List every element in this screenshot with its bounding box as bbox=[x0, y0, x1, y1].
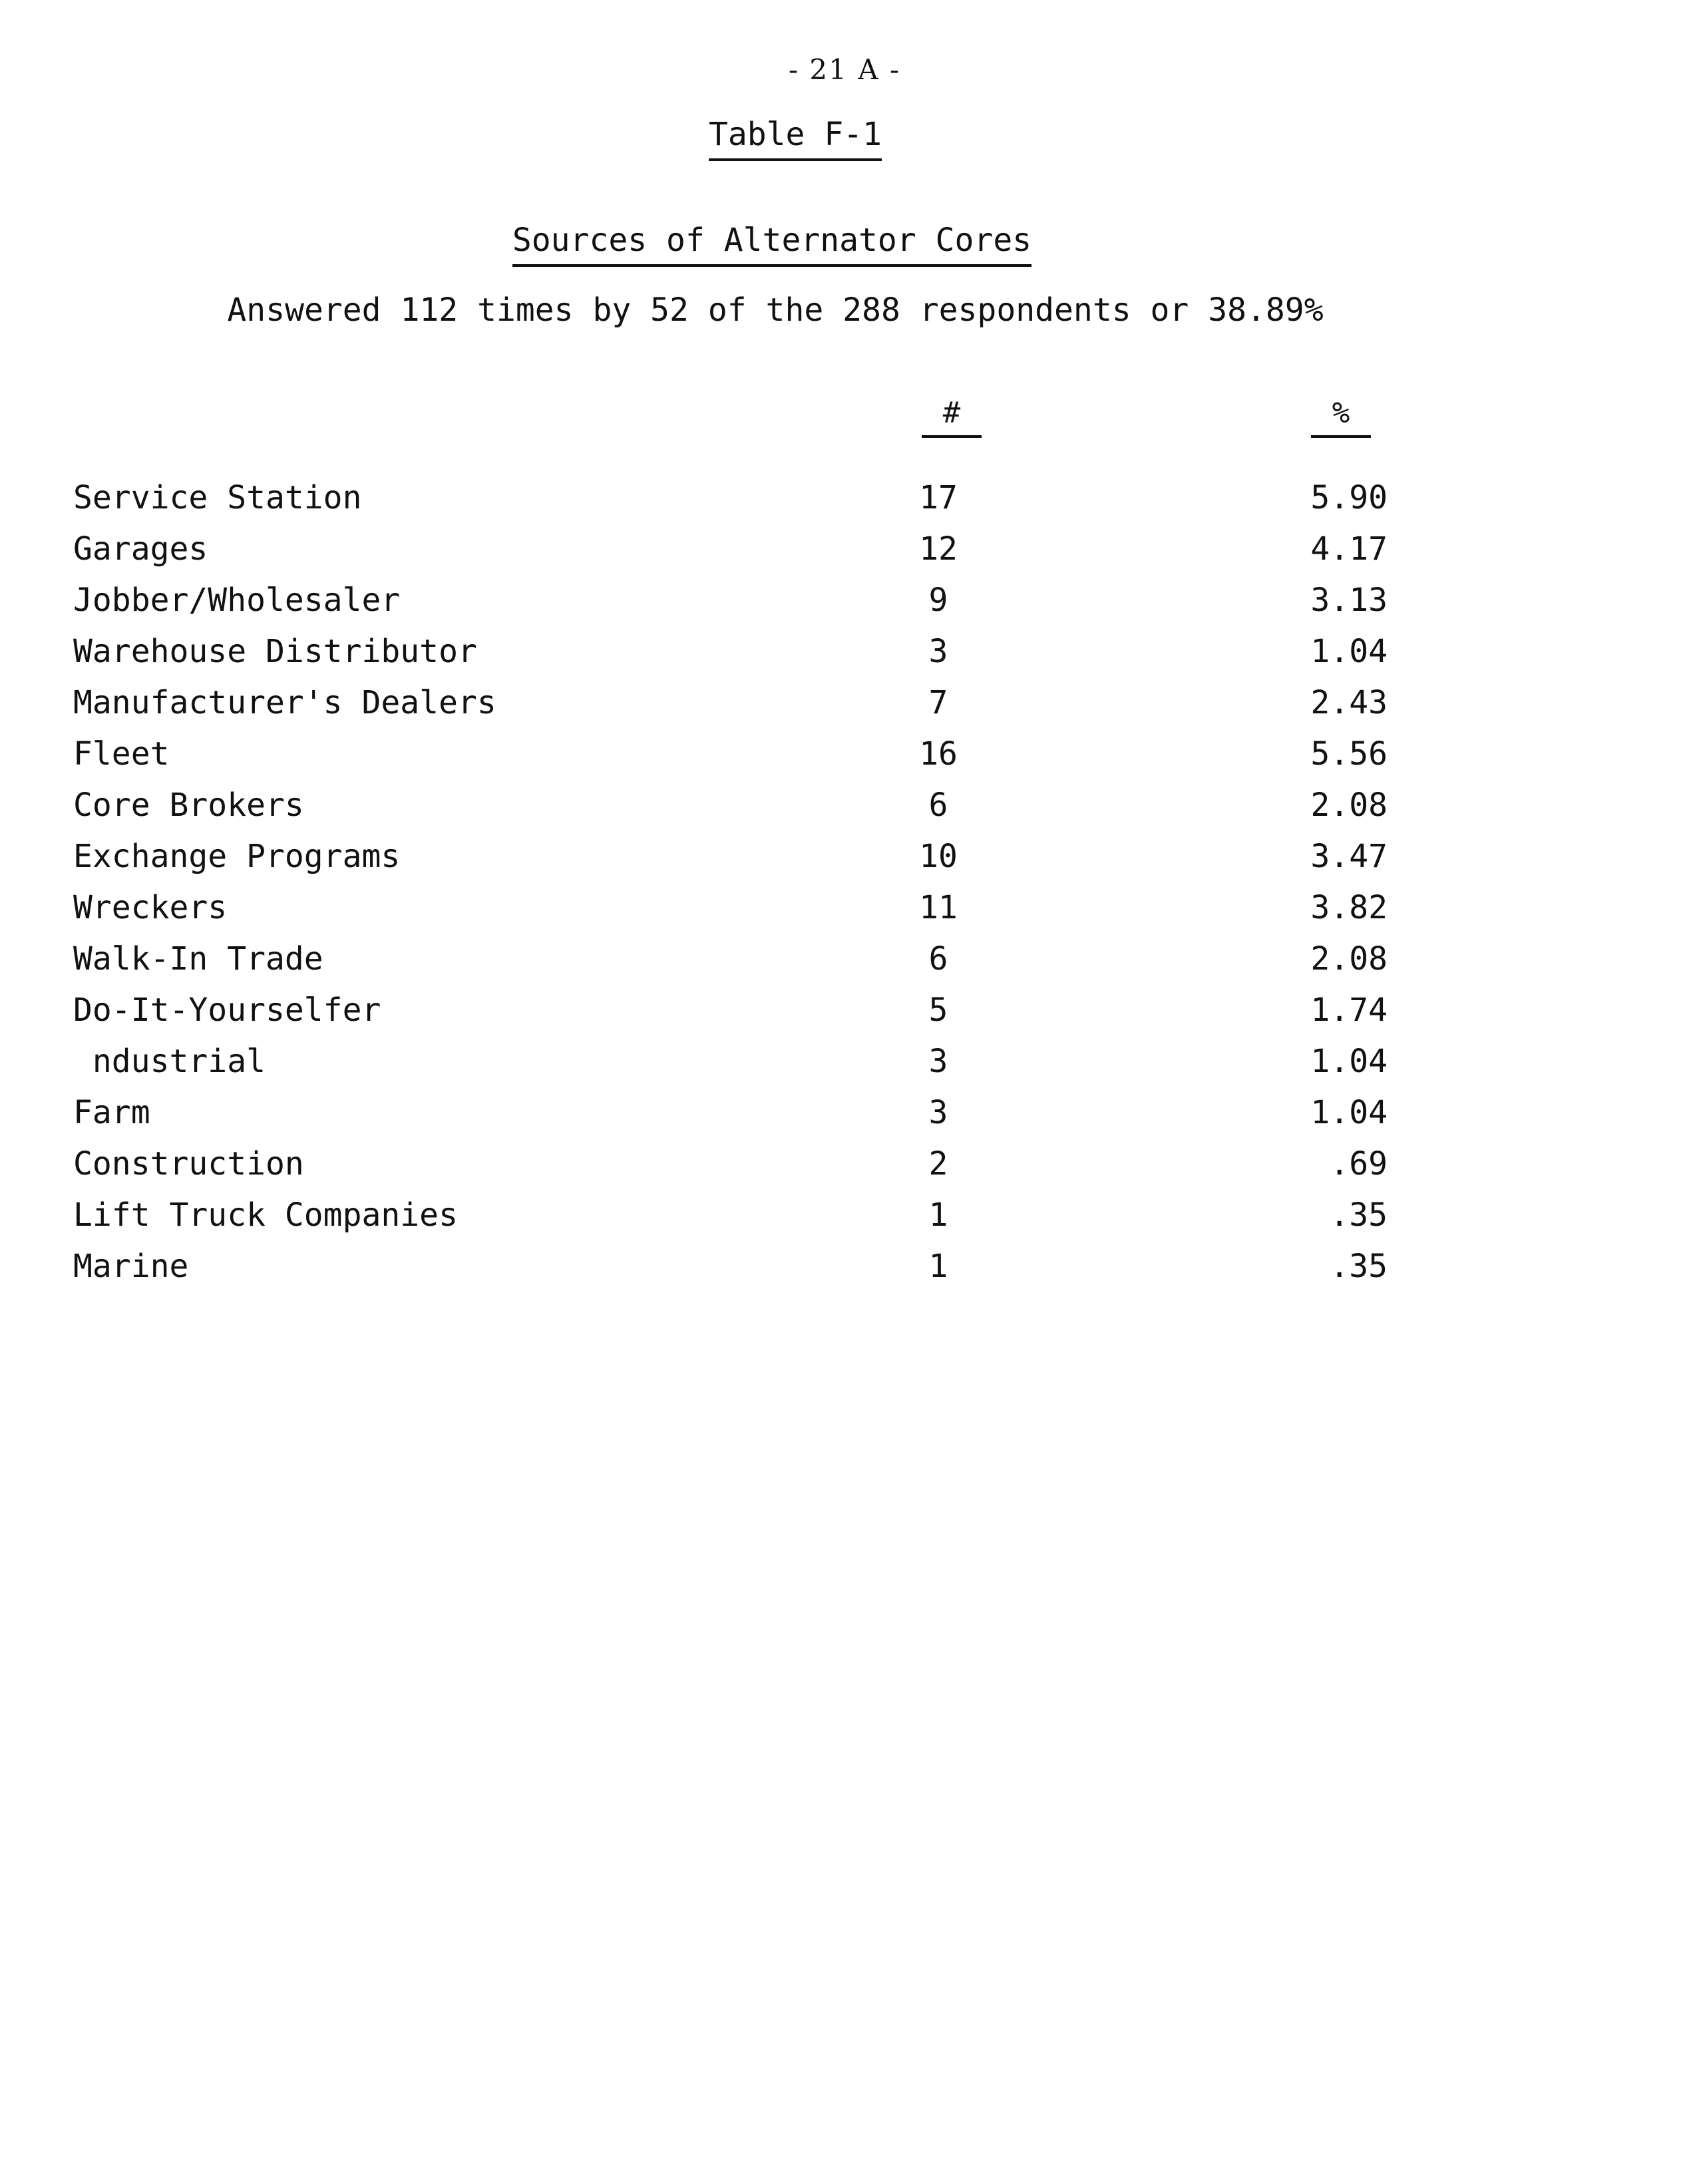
column-header-count: # bbox=[922, 396, 982, 438]
page-number: - 21 A - bbox=[788, 53, 901, 86]
row-percent: 2.43 bbox=[1310, 684, 1388, 721]
row-percent: 1.04 bbox=[1310, 1043, 1388, 1080]
table-row bbox=[0, 1248, 1689, 1299]
row-label: Exchange Programs bbox=[73, 838, 401, 875]
row-percent: 5.90 bbox=[1310, 479, 1388, 516]
table-row bbox=[0, 582, 1689, 633]
row-label: Lift Truck Companies bbox=[73, 1196, 458, 1234]
table-subtitle: Answered 112 times by 52 of the 288 respondents or 38.89% bbox=[227, 291, 1324, 329]
row-count: 2 bbox=[928, 1145, 948, 1183]
row-percent: 3.13 bbox=[1310, 582, 1388, 619]
row-count: 16 bbox=[919, 735, 958, 773]
row-label: Core Brokers bbox=[73, 787, 304, 824]
table-row bbox=[0, 889, 1689, 940]
row-count: 6 bbox=[928, 787, 948, 824]
table-label bbox=[0, 116, 1591, 153]
row-label: Fleet bbox=[73, 735, 170, 773]
row-label: Wreckers bbox=[73, 889, 228, 926]
row-percent: 3.82 bbox=[1310, 889, 1388, 926]
row-count: 7 bbox=[928, 684, 948, 721]
row-percent: .35 bbox=[1330, 1196, 1388, 1234]
row-label: Marine bbox=[73, 1248, 189, 1285]
table-row bbox=[0, 787, 1689, 838]
row-count: 11 bbox=[919, 889, 958, 926]
row-percent: 4.17 bbox=[1310, 530, 1388, 568]
row-percent: 1.74 bbox=[1310, 992, 1388, 1029]
row-percent: 1.04 bbox=[1310, 633, 1388, 670]
row-label: Garages bbox=[73, 530, 208, 568]
row-label: Manufacturer's Dealers bbox=[73, 684, 496, 721]
row-count: 3 bbox=[928, 1094, 948, 1131]
row-count: 6 bbox=[928, 940, 948, 978]
row-percent: 2.08 bbox=[1310, 787, 1388, 824]
column-header-percent: % bbox=[1311, 396, 1371, 438]
row-percent: 5.56 bbox=[1310, 735, 1388, 773]
row-label: Farm bbox=[73, 1094, 150, 1131]
row-count: 1 bbox=[928, 1196, 948, 1234]
row-label: ndustrial bbox=[73, 1043, 266, 1080]
data-table bbox=[0, 479, 1689, 1299]
row-count: 9 bbox=[928, 582, 948, 619]
row-percent: .35 bbox=[1330, 1248, 1388, 1285]
table-row bbox=[0, 1043, 1689, 1094]
row-count: 3 bbox=[928, 633, 948, 670]
row-percent: 1.04 bbox=[1310, 1094, 1388, 1131]
row-percent: 2.08 bbox=[1310, 940, 1388, 978]
table-row bbox=[0, 940, 1689, 992]
table-row bbox=[0, 1196, 1689, 1248]
table-row bbox=[0, 992, 1689, 1043]
row-percent: .69 bbox=[1330, 1145, 1388, 1183]
row-label: Jobber/Wholesaler bbox=[73, 582, 401, 619]
table-row bbox=[0, 684, 1689, 735]
table-title bbox=[0, 222, 1544, 259]
table-row bbox=[0, 1145, 1689, 1196]
row-count: 10 bbox=[919, 838, 958, 875]
row-percent: 3.47 bbox=[1310, 838, 1388, 875]
row-label: Warehouse Distributor bbox=[73, 633, 477, 670]
table-title-text: Sources of Alternator Cores bbox=[512, 222, 1032, 267]
row-label: Do-It-Yourselfer bbox=[73, 992, 381, 1029]
table-row bbox=[0, 479, 1689, 530]
row-label: Construction bbox=[73, 1145, 304, 1183]
table-row bbox=[0, 633, 1689, 684]
table-row bbox=[0, 530, 1689, 582]
row-count: 3 bbox=[928, 1043, 948, 1080]
row-count: 5 bbox=[928, 992, 948, 1029]
row-label: Service Station bbox=[73, 479, 362, 516]
table-row bbox=[0, 838, 1689, 889]
table-row bbox=[0, 735, 1689, 787]
row-label: Walk-In Trade bbox=[73, 940, 323, 978]
table-row bbox=[0, 1094, 1689, 1145]
row-count: 17 bbox=[919, 479, 958, 516]
row-count: 12 bbox=[919, 530, 958, 568]
table-label-text: Table F-1 bbox=[709, 116, 882, 161]
row-count: 1 bbox=[928, 1248, 948, 1285]
